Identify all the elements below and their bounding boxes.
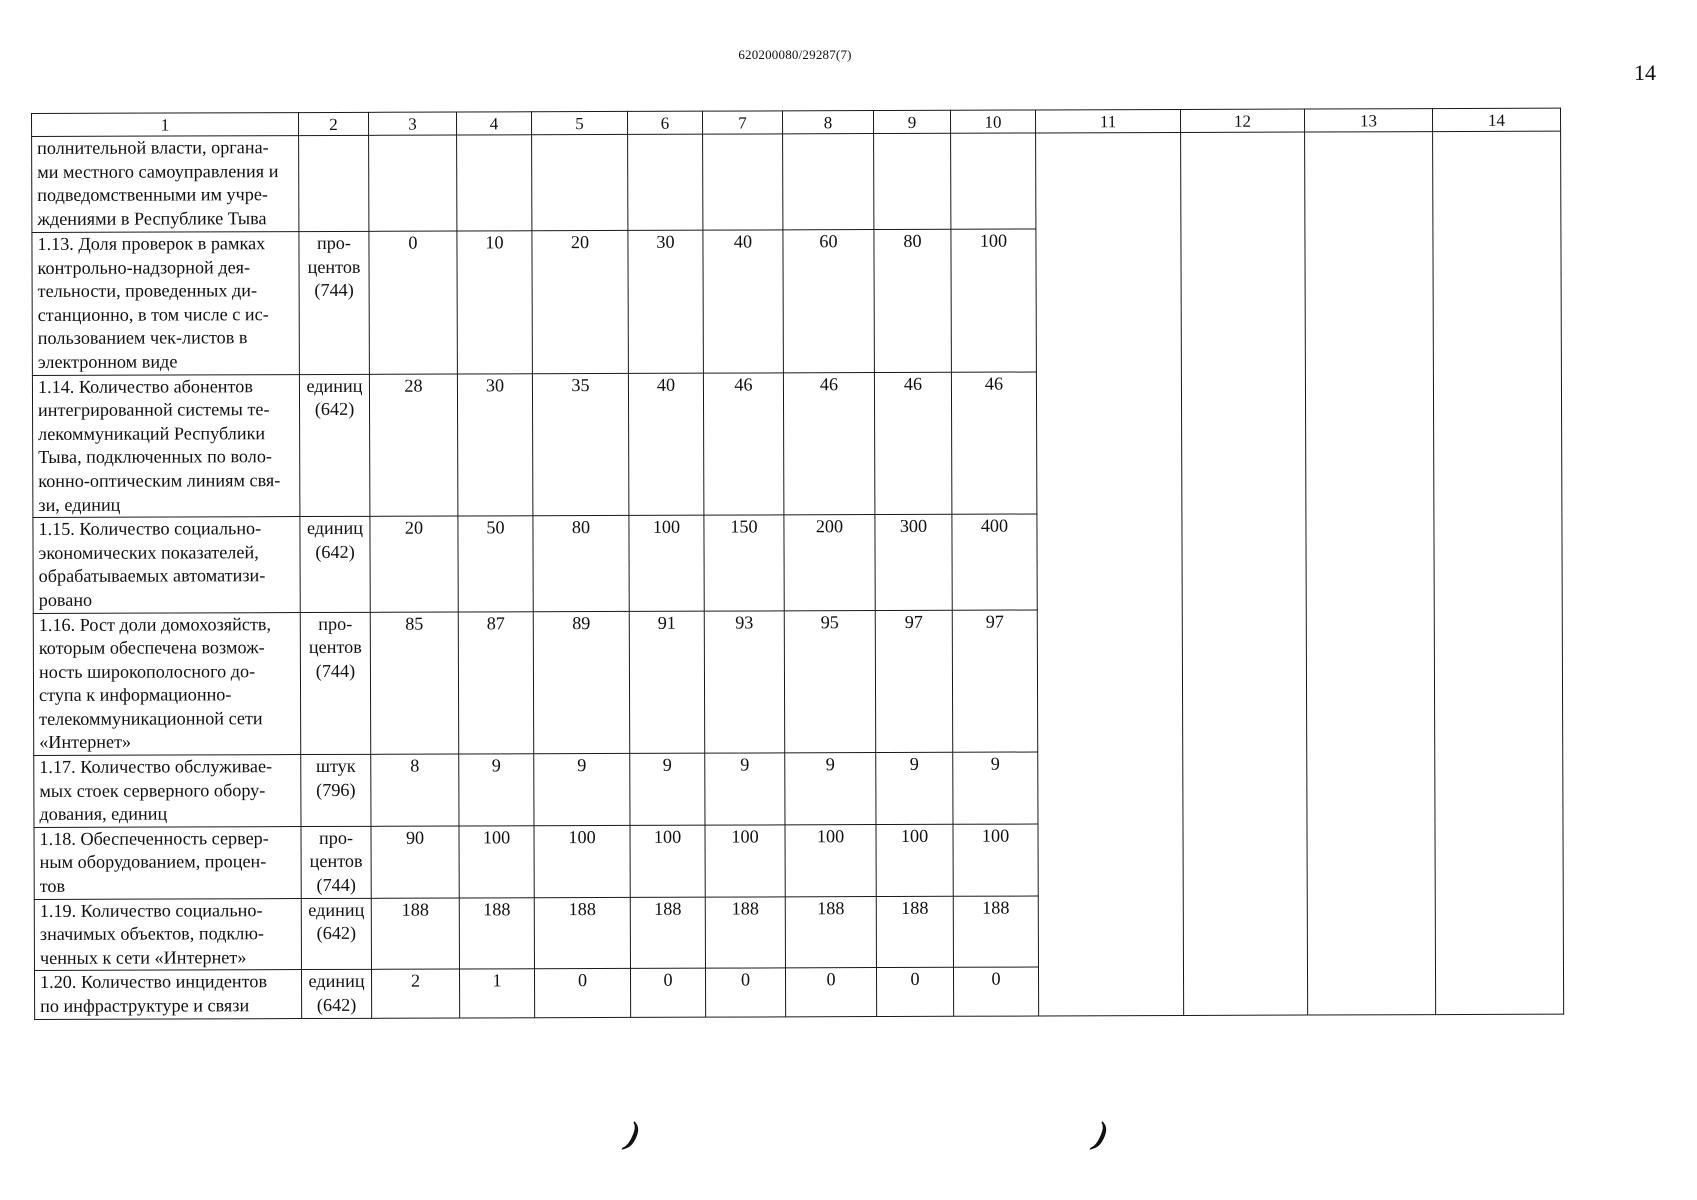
unit-text-line: единиц bbox=[306, 375, 363, 396]
empty-cell-col-14 bbox=[1435, 750, 1563, 822]
unit-text-line: (642) bbox=[316, 994, 357, 1016]
value-cell-col-6: 30 bbox=[628, 230, 703, 373]
value-cell-col-10: 9 bbox=[953, 752, 1038, 824]
column-number-2: 2 bbox=[299, 112, 369, 135]
unit-text-line: (744) bbox=[316, 874, 356, 896]
indicator-text-line: значимых объектов, подклю- bbox=[39, 923, 264, 945]
value-cell-col-10: 400 bbox=[952, 514, 1037, 610]
empty-cell-col-13 bbox=[1306, 608, 1434, 751]
value-cell-col-6: 100 bbox=[629, 515, 704, 611]
unit-text-line: про- bbox=[318, 613, 353, 634]
empty-cell-col-14 bbox=[1435, 894, 1563, 966]
value-cell-col-5 bbox=[532, 134, 628, 230]
value-cell-col-4: 9 bbox=[459, 754, 534, 826]
indicator-text-line: 1.15. Количество социально- bbox=[38, 518, 262, 540]
empty-cell-col-11 bbox=[1036, 132, 1181, 229]
unit-cell bbox=[300, 516, 370, 612]
value-cell-col-9: 188 bbox=[876, 896, 953, 968]
value-cell-col-3: 85 bbox=[370, 612, 458, 755]
value-cell-col-5: 188 bbox=[534, 897, 630, 969]
column-number-1: 1 bbox=[32, 113, 299, 137]
column-number-6: 6 bbox=[627, 111, 702, 134]
column-number-9: 9 bbox=[873, 110, 950, 133]
value-cell-col-7: 0 bbox=[705, 968, 785, 1016]
column-number-11: 11 bbox=[1035, 109, 1180, 133]
indicator-cell bbox=[32, 232, 299, 375]
empty-cell-col-14 bbox=[1433, 227, 1561, 370]
empty-cell-col-12 bbox=[1182, 609, 1306, 752]
unit-text-line: центов bbox=[307, 256, 361, 277]
empty-cell-col-11 bbox=[1038, 752, 1183, 824]
indicator-text-line: подведомственными им учре- bbox=[37, 184, 269, 206]
unit-cell bbox=[299, 135, 369, 231]
indicator-text-line: ровано bbox=[38, 589, 93, 610]
value-cell-col-9: 0 bbox=[876, 968, 953, 1016]
indicator-text-line: электронном виде bbox=[37, 351, 178, 372]
indicator-text-line: которым обеспечена возмож- bbox=[38, 637, 265, 659]
value-cell-col-4 bbox=[457, 135, 532, 231]
indicator-text-line: ность широкополосного до- bbox=[38, 660, 256, 682]
indicator-cell bbox=[33, 612, 300, 755]
empty-cell-col-12 bbox=[1183, 895, 1307, 967]
empty-cell-col-14 bbox=[1435, 966, 1563, 1015]
value-cell-col-10: 0 bbox=[953, 967, 1038, 1015]
value-cell-col-3: 20 bbox=[370, 516, 458, 612]
value-cell-col-8: 100 bbox=[785, 824, 876, 896]
value-cell-col-10: 100 bbox=[953, 824, 1038, 896]
indicator-text-line: конно-оптическим линиям свя- bbox=[38, 470, 281, 491]
value-cell-col-8 bbox=[783, 134, 874, 230]
empty-cell-col-14 bbox=[1434, 512, 1562, 608]
empty-cell-col-13 bbox=[1305, 132, 1433, 228]
unit-cell bbox=[299, 374, 369, 517]
empty-cell-col-12 bbox=[1182, 513, 1306, 609]
unit-text-line: (642) bbox=[315, 541, 355, 562]
value-cell-col-10: 97 bbox=[952, 609, 1037, 752]
indicator-cell bbox=[33, 517, 300, 613]
column-number-13: 13 bbox=[1304, 109, 1432, 132]
column-number-12: 12 bbox=[1180, 109, 1304, 132]
empty-cell-col-12 bbox=[1181, 132, 1305, 228]
indicator-text-line: по инфраструктуре и связи bbox=[40, 995, 250, 1016]
value-cell-col-3: 0 bbox=[369, 231, 457, 374]
empty-cell-col-14 bbox=[1435, 822, 1563, 894]
margin-mark: ) bbox=[623, 1115, 644, 1154]
value-cell-col-9: 46 bbox=[874, 372, 951, 515]
value-cell-col-7 bbox=[703, 134, 783, 230]
indicator-cell bbox=[34, 898, 301, 971]
value-cell-col-5: 35 bbox=[532, 373, 628, 516]
unit-text-line: центов bbox=[308, 636, 362, 658]
indicator-text-line: дования, единиц bbox=[39, 803, 168, 825]
unit-text-line: (744) bbox=[315, 660, 356, 681]
unit-text-line: (642) bbox=[316, 923, 357, 944]
indicator-text-line: Тыва, подключенных по воло- bbox=[38, 446, 273, 468]
table-row bbox=[32, 227, 1561, 375]
value-cell-col-4: 100 bbox=[459, 826, 534, 898]
unit-cell bbox=[301, 826, 371, 898]
indicator-text-line: полнительной власти, органа- bbox=[37, 137, 269, 158]
value-cell-col-8: 46 bbox=[783, 372, 874, 515]
unit-text-line: про- bbox=[316, 232, 351, 254]
table-row bbox=[32, 370, 1561, 518]
value-cell-col-5: 20 bbox=[532, 230, 628, 373]
value-cell-col-9: 97 bbox=[875, 610, 952, 753]
indicator-text-line: зи, единиц bbox=[38, 494, 121, 515]
value-cell-col-3: 28 bbox=[369, 374, 457, 517]
value-cell-col-10 bbox=[951, 133, 1036, 229]
value-cell-col-6: 188 bbox=[630, 897, 705, 969]
indicator-text-line: ным оборудованием, процен- bbox=[39, 851, 267, 873]
indicator-text-line: пользованием чек-листов в bbox=[37, 327, 248, 349]
value-cell-col-7: 150 bbox=[704, 515, 784, 611]
unit-cell bbox=[301, 898, 371, 970]
indicator-text-line: обрабатываемых автоматизи- bbox=[38, 565, 266, 587]
empty-cell-col-13 bbox=[1307, 822, 1435, 894]
value-cell-col-3: 188 bbox=[371, 898, 459, 970]
unit-text-line: про- bbox=[318, 827, 354, 848]
empty-cell-col-14 bbox=[1433, 370, 1561, 513]
document-id: 620200080/29287(7) bbox=[738, 47, 852, 62]
empty-cell-col-12 bbox=[1183, 966, 1307, 1015]
value-cell-col-8: 188 bbox=[785, 896, 876, 968]
column-number-14: 14 bbox=[1432, 108, 1560, 131]
column-number-3: 3 bbox=[368, 112, 456, 135]
empty-cell-col-13 bbox=[1307, 751, 1435, 823]
indicator-text-line: ждениями в Республике Тыва bbox=[37, 207, 267, 229]
empty-cell-col-11 bbox=[1038, 823, 1183, 895]
value-cell-col-7: 46 bbox=[703, 372, 783, 515]
value-cell-col-9: 9 bbox=[876, 752, 953, 824]
empty-cell-col-11 bbox=[1037, 514, 1182, 610]
indicator-cell bbox=[34, 970, 301, 1019]
indicator-text-line: ступа к информационно- bbox=[38, 684, 232, 706]
indicator-cell bbox=[34, 826, 301, 899]
unit-text-line: единиц bbox=[308, 899, 365, 920]
margin-mark: ) bbox=[1091, 1115, 1112, 1154]
column-number-10: 10 bbox=[950, 110, 1035, 133]
value-cell-col-9: 100 bbox=[876, 824, 953, 896]
page-number: 14 bbox=[1634, 60, 1656, 85]
table-row bbox=[32, 131, 1561, 232]
value-cell-col-8: 0 bbox=[785, 968, 876, 1017]
empty-cell-col-11 bbox=[1037, 609, 1182, 752]
empty-cell-col-14 bbox=[1433, 131, 1561, 227]
empty-cell-col-13 bbox=[1307, 966, 1435, 1015]
indicator-text-line: 1.19. Количество социально- bbox=[39, 899, 263, 921]
value-cell-col-8: 9 bbox=[785, 753, 876, 825]
value-cell-col-7: 40 bbox=[703, 230, 783, 373]
value-cell-col-7: 188 bbox=[705, 896, 785, 968]
indicator-text-line: лекоммуникаций Республики bbox=[38, 422, 266, 444]
value-cell-col-3: 90 bbox=[371, 826, 459, 898]
value-cell-col-5: 80 bbox=[533, 516, 629, 612]
indicator-text-line: «Интернет» bbox=[39, 732, 132, 753]
value-cell-col-7: 93 bbox=[704, 610, 784, 753]
empty-cell-col-11 bbox=[1038, 967, 1183, 1016]
indicator-text-line: мых стоек серверного обору- bbox=[39, 779, 266, 801]
column-number-7: 7 bbox=[702, 111, 782, 134]
table-row bbox=[33, 512, 1562, 613]
unit-text-line: единиц bbox=[306, 517, 364, 539]
table-row bbox=[33, 608, 1562, 756]
value-cell-col-5: 100 bbox=[534, 825, 630, 897]
value-cell-col-6: 91 bbox=[629, 611, 704, 754]
indicator-text-line: экономических показателей, bbox=[38, 541, 259, 563]
unit-text-line: (796) bbox=[316, 779, 356, 800]
unit-text-line: штук bbox=[315, 755, 356, 777]
column-number-8: 8 bbox=[782, 111, 873, 134]
indicator-cell bbox=[34, 755, 301, 828]
empty-cell-col-14 bbox=[1434, 608, 1562, 751]
value-cell-col-4: 30 bbox=[457, 373, 532, 516]
empty-cell-col-13 bbox=[1305, 228, 1433, 371]
value-cell-col-6: 9 bbox=[630, 753, 705, 825]
value-cell-col-4: 87 bbox=[458, 611, 533, 754]
value-cell-col-3: 8 bbox=[371, 754, 459, 826]
column-number-5: 5 bbox=[531, 111, 627, 134]
empty-cell-col-13 bbox=[1306, 513, 1434, 609]
unit-cell bbox=[301, 970, 371, 1018]
value-cell-col-4: 188 bbox=[459, 897, 534, 969]
table-row bbox=[34, 750, 1563, 827]
value-cell-col-6: 40 bbox=[628, 373, 703, 516]
column-number-4: 4 bbox=[456, 112, 531, 135]
indicator-text-line: 1.13. Доля проверок в рамках bbox=[37, 233, 266, 254]
value-cell-col-9: 80 bbox=[874, 229, 951, 372]
indicator-text-line: 1.20. Количество инцидентов bbox=[39, 971, 268, 993]
empty-cell-col-11 bbox=[1038, 895, 1183, 967]
unit-text-line: центов bbox=[309, 851, 363, 872]
empty-cell-col-11 bbox=[1036, 228, 1181, 371]
indicator-cell bbox=[32, 136, 299, 233]
indicator-text-line: 1.14. Количество абонентов bbox=[37, 375, 253, 397]
indicator-text-line: 1.17. Количество обслуживае- bbox=[39, 756, 273, 778]
value-cell-col-10: 188 bbox=[953, 896, 1038, 968]
value-cell-col-8: 200 bbox=[784, 515, 875, 611]
value-cell-col-10: 46 bbox=[951, 372, 1036, 515]
value-cell-col-3 bbox=[369, 135, 457, 231]
value-cell-col-8: 60 bbox=[783, 230, 874, 373]
indicator-text-line: контрольно-надзорной дея- bbox=[37, 256, 251, 278]
indicator-cell bbox=[32, 374, 299, 517]
table-row bbox=[34, 894, 1563, 971]
value-cell-col-5: 9 bbox=[534, 753, 630, 825]
empty-cell-col-13 bbox=[1305, 370, 1433, 513]
value-cell-col-7: 9 bbox=[705, 753, 785, 825]
indicator-text-line: тельности, проведенных ди- bbox=[37, 280, 258, 302]
empty-cell-col-13 bbox=[1307, 894, 1435, 966]
indicator-text-line: ми местного самоуправления и bbox=[37, 160, 279, 182]
empty-cell-col-12 bbox=[1181, 228, 1305, 371]
unit-cell bbox=[301, 754, 371, 826]
unit-cell bbox=[299, 231, 369, 374]
value-cell-col-4: 10 bbox=[457, 231, 532, 374]
value-cell-col-4: 1 bbox=[459, 969, 534, 1017]
empty-cell-col-12 bbox=[1181, 371, 1305, 514]
indicator-text-line: станционно, в том числе с ис- bbox=[37, 303, 269, 325]
indicator-text-line: 1.16. Рост доли домохозяйств, bbox=[38, 613, 272, 635]
indicator-text-line: ченных к сети «Интернет» bbox=[39, 947, 247, 968]
table-row bbox=[34, 966, 1563, 1020]
unit-cell bbox=[300, 612, 370, 755]
value-cell-col-9: 300 bbox=[875, 514, 952, 610]
value-cell-col-6: 100 bbox=[630, 825, 705, 897]
value-cell-col-5: 0 bbox=[534, 969, 630, 1018]
indicator-text-line: телекоммуникационной сети bbox=[39, 708, 263, 729]
empty-cell-col-12 bbox=[1183, 823, 1307, 895]
empty-cell-col-12 bbox=[1183, 751, 1307, 823]
indicator-text-line: интегрированной системы те- bbox=[38, 399, 270, 421]
value-cell-col-4: 50 bbox=[458, 516, 533, 612]
unit-text-line: единиц bbox=[308, 971, 365, 992]
value-cell-col-9 bbox=[874, 133, 951, 229]
indicator-text-line: тов bbox=[39, 875, 66, 897]
value-cell-col-10: 100 bbox=[951, 229, 1036, 372]
unit-text-line: (744) bbox=[314, 280, 354, 301]
value-cell-col-6 bbox=[628, 134, 703, 230]
value-cell-col-5: 89 bbox=[533, 611, 629, 754]
unit-text-line: (642) bbox=[314, 399, 355, 420]
table-row bbox=[34, 822, 1563, 899]
value-cell-col-3: 2 bbox=[371, 969, 459, 1017]
value-cell-col-8: 95 bbox=[784, 610, 875, 753]
value-cell-col-6: 0 bbox=[630, 969, 705, 1017]
empty-cell-col-11 bbox=[1036, 371, 1181, 514]
indicators-table bbox=[31, 108, 1564, 1020]
indicator-text-line: 1.18. Обеспеченность сервер- bbox=[39, 828, 269, 849]
value-cell-col-7: 100 bbox=[705, 825, 785, 897]
